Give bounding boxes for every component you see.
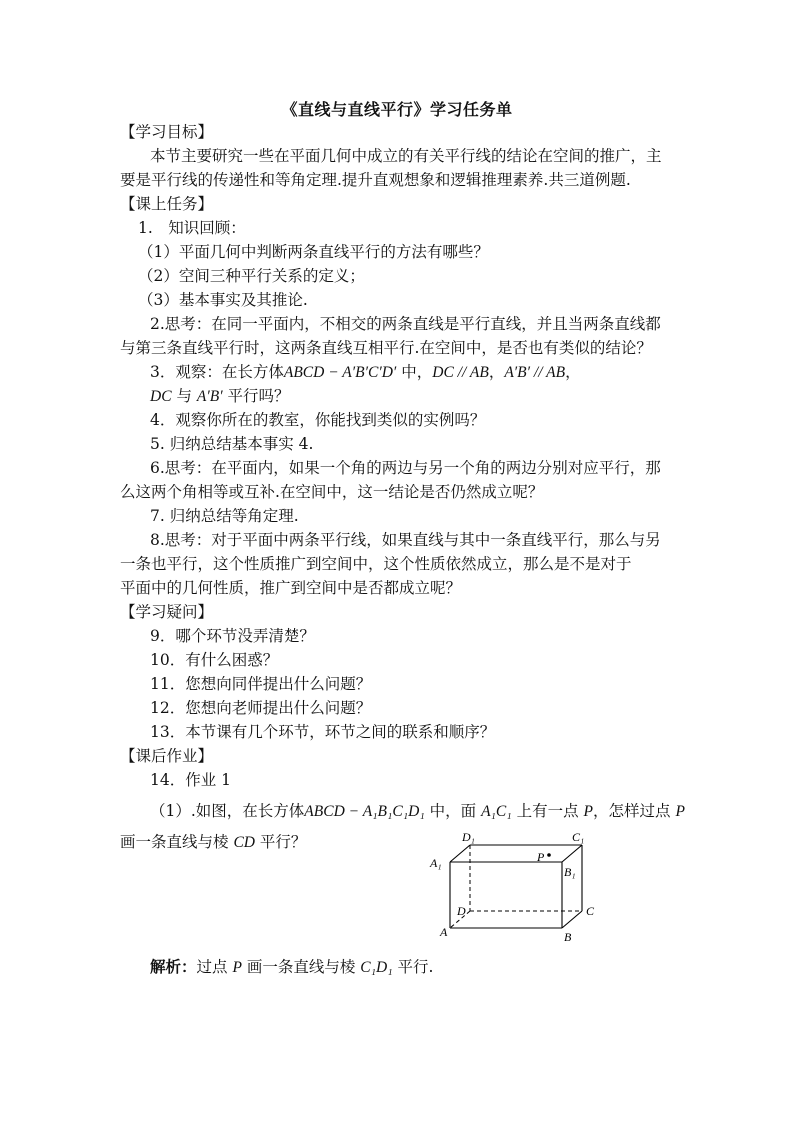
question-11: 11．您想向同伴提出什么问题？ [150,675,372,693]
math-edge-cd: CD [233,834,255,851]
label-c1: C₁ [572,830,585,844]
question-10: 10．有什么困惑？ [150,651,279,669]
section-heading-tasks: 【课上任务】 [120,195,214,213]
math-a1b1-parallel-ab: A′B′ // AB [504,364,566,381]
label-p: P [537,850,545,864]
task-1a: （1）平面几何中判断两条直线平行的方法有哪些？ [138,243,489,261]
task-1: 1. 知识回顾： [138,219,246,237]
task-3-sep: ， [488,363,505,381]
label-a1: A₁ [430,856,442,870]
label-b: B [564,930,572,944]
math-cuboid: ABCD − A′B′C′D′ [283,364,397,381]
answer-prefix: 过点 [196,958,233,976]
task-3-line-1 [150,362,581,383]
section-heading-questions: 【学习疑问】 [120,603,214,621]
label-c: C [586,904,595,918]
edge-cb [562,911,582,928]
answer-mid: 画一条直线与棱 [241,958,361,976]
task-3-end: ， [565,363,581,381]
answer-line [150,957,433,978]
point-p [547,853,551,857]
problem-1-mid: 中，面 [424,802,482,820]
answer-end: 平行. [392,958,434,976]
goals-text-line-2: 要是平行线的传递性和等角定理.提升直观想象和逻辑推理素养.共三道例题. [120,171,631,189]
problem-1b-prefix: 画一条直线与棱 [120,833,234,851]
answer-label: 解析： [150,957,197,976]
label-b1: B₁ [564,865,576,879]
task-6-line-2: 么这两个角相等或互补.在空间中，这一结论是否仍然成立呢？ [120,483,544,501]
question-12: 12．您想向老师提出什么问题？ [150,699,372,717]
math-face-a1c1: A₁C₁ [481,803,512,820]
task-8-line-2: 一条也平行，这个性质推广到空间中，这个性质依然成立，那么是不是对于 [120,555,632,573]
task-3-mid: 中， [396,363,433,381]
goals-text-line-1: 本节主要研究一些在平面几何中成立的有关平行线的结论在空间的推广，主 [150,147,662,165]
task-8-line-1: 8.思考：对于平面中两条平行线，如果直线与其中一条直线平行，那么与另 [150,531,661,549]
math-dc-parallel-ab: DC // AB [432,364,489,381]
math-dc: DC [150,388,172,405]
task-5: 5. 归纳总结基本事实 4. [150,435,314,453]
task-7: 7. 归纳总结等角定理. [150,507,299,525]
section-heading-homework: 【课后作业】 [120,747,214,765]
math-point-p-2: P [675,803,685,820]
task-2-line-1: 2.思考：在同一平面内，不相交的两条直线是平行直线，并且当两条直线都 [150,315,661,333]
question-13: 13．本节课有几个环节，环节之间的联系和顺序？ [150,723,496,741]
task-2-line-2: 与第三条直线平行时，这两条直线互相平行.在空间中，是否也有类似的结论？ [120,339,652,357]
label-d: D [457,904,466,918]
label-a: A [440,925,448,939]
task-4: 4．观察你所在的教室，你能找到类似的实例吗？ [150,411,486,429]
math-point-p: P [583,803,593,820]
label-d1: D₁ [462,830,475,844]
edge-c1b1 [562,845,582,862]
problem-1-line-2 [120,832,306,853]
problem-1-line-1 [150,801,685,822]
math-edge-c1d1: C₁D₁ [360,959,393,976]
task-3-line-2 [150,386,290,407]
math-answer-p: P [232,959,242,976]
question-9: 9．哪个环节没弄清楚？ [150,627,315,645]
task-1b: （2）空间三种平行关系的定义； [138,267,365,285]
edge-a1d1 [450,845,470,862]
task-3b-end: 平行吗？ [222,387,290,405]
problem-1-end: ，怎样过点 [593,802,676,820]
math-cuboid-1: ABCD − A₁B₁C₁D₁ [304,803,425,820]
problem-1-mid2: 上有一点 [511,802,584,820]
page-title: 《直线与直线平行》学习任务单 [281,100,513,119]
problem-1-prefix: （1）.如图，在长方体 [150,802,305,820]
math-a1b1: A′B′ [196,388,223,405]
task-8-line-3: 平面中的几何性质，推广到空间中是否都成立呢？ [120,579,462,597]
task-3b-mid: 与 [171,387,197,405]
task-3-prefix: 3．观察：在长方体 [150,363,284,381]
homework-14: 14．作业 1 [150,771,232,789]
problem-1b-end: 平行？ [254,833,307,851]
task-6-line-1: 6.思考：在平面内，如果一个角的两边与另一个角的两边分别对应平行，那 [150,459,661,477]
section-heading-goals: 【学习目标】 [120,123,214,141]
cuboid-diagram [418,824,608,946]
task-1c: （3）基本事实及其推论. [138,291,308,309]
